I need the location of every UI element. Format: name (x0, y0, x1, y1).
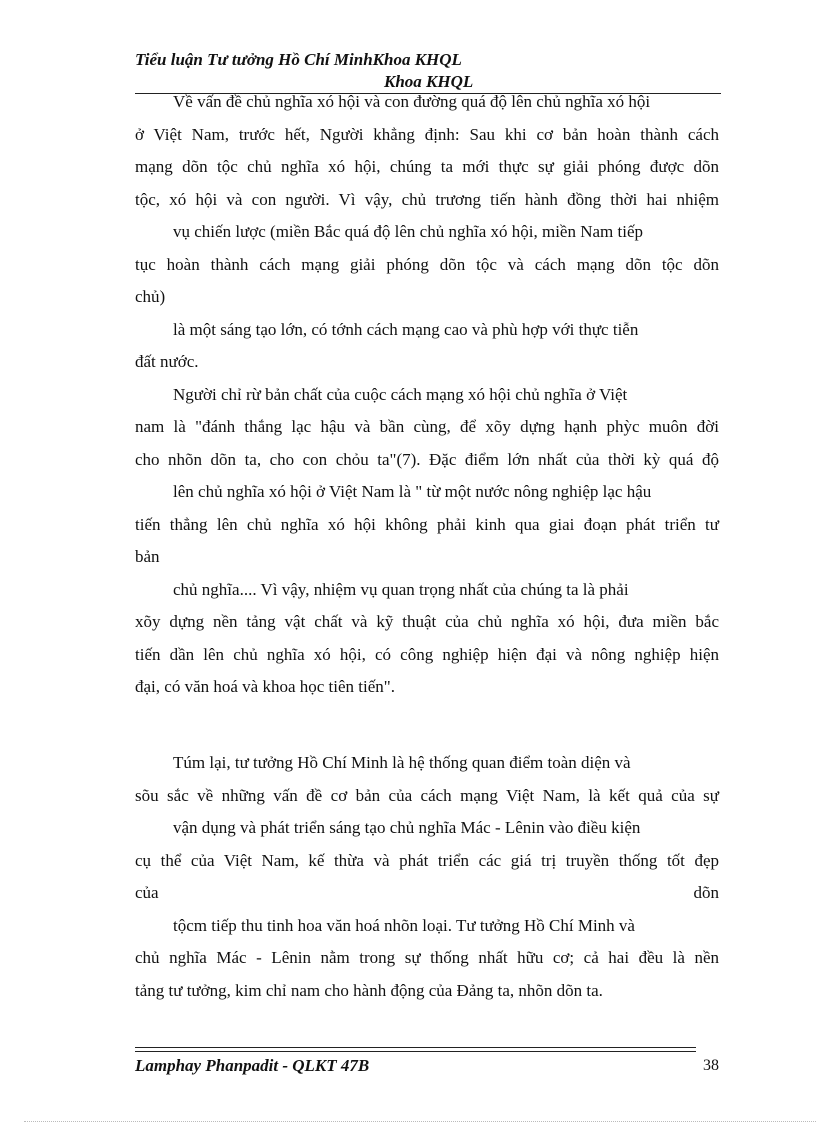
text-line: tiến thẳng lên chủ nghĩa xó hội không phải kinh qua giai đoạn phát triển tư (135, 514, 719, 534)
text-line: vụ chiến lược (miền Bắc quá độ lên chủ nghĩa xó hội, miền Nam tiếp (173, 222, 643, 241)
text-line: lên chủ nghĩa xó hội ở Việt Nam là " từ một nước nông nghiệp lạc hậu (173, 482, 652, 501)
footer-rule-thin (135, 1051, 696, 1052)
footer-author: Lamphay Phanpadit - QLKT 47B (135, 1056, 370, 1075)
text-line: chủ nghĩa.... Vì vậy, nhiệm vụ quan trọng nhất của chúng ta là phải (173, 579, 629, 599)
text-line: vận dụng và phát triển sáng tạo chủ nghĩa Mác - Lênin vào điều kiện (173, 818, 641, 837)
text-fragment: của (135, 883, 159, 902)
text-line-split (135, 883, 719, 916)
text-line: Người chỉ rừ bản chất của cuộc cách mạng xó hội chủ nghĩa ở Việt (173, 384, 628, 404)
header-title: Tiểu luận Tư tưởng Hồ Chí MinhKhoa KHQL (135, 50, 462, 69)
footer-rule (135, 1047, 696, 1048)
text-line: tộcm tiếp thu tinh hoa văn hoá nhõn loại. Tư tưởng Hồ Chí Minh và (173, 915, 635, 935)
page-boundary (24, 1121, 816, 1122)
text-line: đại, có văn hoá và khoa học tiên tiến". (135, 677, 395, 696)
text-line: ở Việt Nam, trước hết, Người khẳng định: Sau khi cơ bản hoàn thành cách (135, 124, 719, 144)
text-line: tục hoàn thành cách mạng giải phóng dõn tộc và cách mạng dõn tộc dõn (135, 254, 719, 274)
text-line: chủ nghĩa Mác - Lênin nằm trong sự thống nhất hữu cơ; cả hai đều là nền (135, 948, 719, 967)
text-line: chủ) (135, 287, 166, 306)
text-line: mạng dõn tộc chủ nghĩa xó hội, chúng ta mới thực sự giải phóng được dõn (135, 157, 719, 176)
text-line: bản (135, 547, 160, 566)
text-line: cho nhõn dõn ta, cho con chỏu ta"(7). Đặc điểm lớn nhất của thời kỳ quá độ (135, 449, 719, 469)
header-department: Khoa KHQL (384, 72, 474, 91)
text-line: đất nước. (135, 352, 199, 371)
body-text (135, 92, 719, 1013)
text-line: là một sáng tạo lớn, có tớnh cách mạng cao và phù hợp với thực tiễn (173, 319, 639, 339)
text-line: nam là "đánh thắng lạc hậu và bần cùng, để xõy dựng hạnh phỳc muôn đời (135, 417, 719, 436)
text-line: tảng tư tưởng, kim chỉ nam cho hành động của Đảng ta, nhõn dõn ta. (135, 980, 603, 1000)
text-line: Về vấn đề chủ nghĩa xó hội và con đường quá độ lên chủ nghĩa xó hội (173, 92, 651, 111)
text-line: sõu sắc về những vấn đề cơ bản của cách mạng Việt Nam, là kết quả của sự (135, 785, 719, 805)
text-line: Túm lại, tư tưởng Hồ Chí Minh là hệ thống quan điểm toàn diện và (173, 753, 631, 772)
page-number: 38 (703, 1057, 719, 1074)
text-line: cụ thể của Việt Nam, kế thừa và phát triển các giá trị truyền thống tốt đẹp (135, 850, 719, 870)
text-line: xõy dựng nền tảng vật chất và kỹ thuật của chủ nghĩa xó hội, đưa miền bắc (135, 612, 719, 631)
text-fragment: dõn (693, 883, 719, 902)
text-line: tiến dần lên chủ nghĩa xó hội, có công nghiệp hiện đại và nông nghiệp hiện (135, 644, 719, 664)
text-line: tộc, xó hội và con người. Vì vậy, chủ trương tiến hành đồng thời hai nhiệm (135, 189, 719, 209)
